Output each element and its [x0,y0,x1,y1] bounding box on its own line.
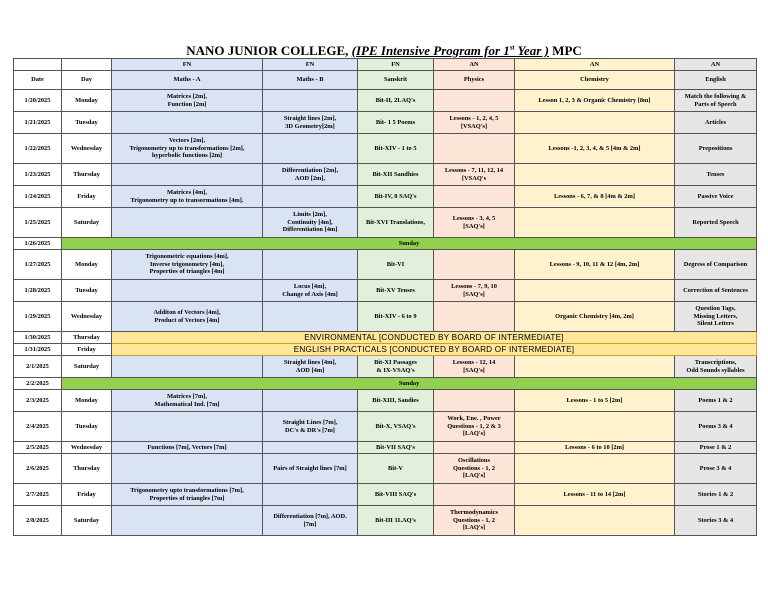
cell-maths-a: Functions [7m], Vectors [7m] [112,442,263,454]
header-row [14,71,757,90]
cell-sanskrit: Bit-VI [358,250,434,280]
cell-physics: Lessons - 7, 11, 12, 14 [VSAQ's [434,164,515,186]
cell-chemistry: Lessons - 6 to 10 [2m] [515,442,675,454]
board-exam-row [14,332,757,344]
cell-english: Degress of Comparison [675,250,757,280]
stream-name: MPC [548,43,582,58]
cell-maths-a: Trigonometric equations [4m], Inverse trigonometry [4m], Properties of triangles [4m] [112,250,263,280]
header-chemistry: Chemistry [515,71,675,90]
cell-chemistry [515,506,675,536]
cell-date: 1/27/2025 [14,250,62,280]
cell-date: 2/5/2025 [14,442,62,454]
cell-sanskrit: Bit-VII SAQ's [358,442,434,454]
cell-date: 1/22/2025 [14,134,62,164]
cell-day: Wednesday [62,134,112,164]
cell-sanskrit: Bit-XII Sandhies [358,164,434,186]
cell-date: 1/23/2025 [14,164,62,186]
cell-maths-a: Matrices [4m], Trigonometry up to transormations [4m]. [112,186,263,208]
cell-maths-a: Vectors [2m], Trigonometry up to transformations [2m], hyperbolic functions [2m] [112,134,263,164]
table-row [14,164,757,186]
cell-english: Tenses [675,164,757,186]
session-english: AN [675,59,757,71]
session-maths-a: FN [112,59,263,71]
cell-maths-b: Pairs of Straight lines [7m] [263,454,358,484]
cell-maths-b: Straight lines [2m], 3D Geometry[2m] [263,112,358,134]
cell-physics [434,484,515,506]
cell-english: Prepositions [675,134,757,164]
cell-sanskrit: Bit-IV, 8 SAQ's [358,186,434,208]
cell-chemistry [515,112,675,134]
cell-physics: Lessons - 12, 14 [SAQ's] [434,356,515,378]
table-row [14,90,757,112]
cell-sanskrit: Bit-XIV - 6 to 9 [358,302,434,332]
cell-maths-b [263,134,358,164]
cell-sanskrit: Bit- 1 5 Poems [358,112,434,134]
cell-maths-a [112,208,263,238]
cell-chemistry: Lessons - 9, 10, 11 & 12 [4m, 2m] [515,250,675,280]
cell-date: 2/7/2025 [14,484,62,506]
page-title [0,44,768,58]
cell-maths-b [263,186,358,208]
cell-maths-b: Limits [2m], Continuity [4m], Differentiation [4m] [263,208,358,238]
session-day [62,59,112,71]
cell-physics: Lessons - 3, 4, 5 [SAQ's] [434,208,515,238]
cell-date: 1/31/2025 [14,344,62,356]
table-row [14,280,757,302]
cell-day: Thursday [62,454,112,484]
cell-date: 2/6/2025 [14,454,62,484]
cell-day: Monday [62,90,112,112]
session-date [14,59,62,71]
cell-sanskrit: Bit-X, VSAQ's [358,412,434,442]
table-row [14,208,757,238]
cell-maths-b [263,442,358,454]
cell-physics: Work, Ene. , Power Questions - 1, 2 & 3 [LAQ's] [434,412,515,442]
header-date: Date [14,71,62,90]
sunday-row [14,378,757,390]
cell-day: Thursday [62,332,112,344]
cell-day: Friday [62,344,112,356]
table-row [14,506,757,536]
cell-day: Tuesday [62,280,112,302]
cell-day: Tuesday [62,412,112,442]
cell-physics [434,90,515,112]
cell-date: 1/30/2025 [14,332,62,344]
cell-chemistry [515,412,675,442]
cell-english: Articles [675,112,757,134]
cell-maths-a: Matrices [7m], Mathematical Ind. [7m] [112,390,263,412]
cell-maths-a: Matrices [2m], Function [2m] [112,90,263,112]
cell-sanskrit: Bit-XIV - 1 to 5 [358,134,434,164]
cell-maths-a [112,280,263,302]
cell-chemistry [515,208,675,238]
cell-maths-b [263,390,358,412]
board-exam-label: ENGLISH PRACTICALS [CONDUCTED BY BOARD OF INTERMEDIATE] [112,344,757,356]
session-chemistry: AN [515,59,675,71]
cell-maths-b: Locus [4m], Change of Axis [4m] [263,280,358,302]
cell-chemistry [515,454,675,484]
holiday-label: Sunday [62,378,757,390]
cell-physics: Lessons - 7, 9, 10 [SAQ's] [434,280,515,302]
table-row [14,134,757,164]
cell-chemistry: Organic Chemistry [4m, 2m] [515,302,675,332]
cell-english: Prose 3 & 4 [675,454,757,484]
cell-english: Poems 1 & 2 [675,390,757,412]
cell-english: Stories 3 & 4 [675,506,757,536]
cell-date: 1/25/2025 [14,208,62,238]
cell-maths-b [263,250,358,280]
header-english: English [675,71,757,90]
cell-sanskrit: Bit-XI Passages & IX-VSAQ's [358,356,434,378]
header-maths-b: Maths - B [263,71,358,90]
program-name: (IPE Intensive Program for 1st Year ) [351,43,549,58]
cell-date: 1/20/2025 [14,90,62,112]
cell-physics [434,134,515,164]
session-sanskrit: FN [358,59,434,71]
cell-physics: Lessons - 1, 2, 4, 5 [VSAQ's] [434,112,515,134]
cell-english: Stories 1 & 2 [675,484,757,506]
cell-maths-a: Additon of Vectors [4m], Product of Vectors [4m] [112,302,263,332]
cell-physics: Oscillations Questions - 1, 2 [LAQ's] [434,454,515,484]
cell-english: Poems 3 & 4 [675,412,757,442]
table-row [14,250,757,280]
cell-maths-b: Differentiation [2m], AOD [2m], [263,164,358,186]
cell-date: 1/26/2025 [14,238,62,250]
cell-maths-a: Trigonometry upto transformations [7m], Properties of triangles [7m] [112,484,263,506]
cell-day: Friday [62,186,112,208]
timetable [13,58,757,536]
cell-day: Saturday [62,506,112,536]
board-exam-label: ENVIRONMENTAL [CONDUCTED BY BOARD OF INTERMEDIATE] [112,332,757,344]
cell-date: 2/3/2025 [14,390,62,412]
cell-chemistry [515,164,675,186]
table-row [14,390,757,412]
table-row [14,412,757,442]
cell-maths-b: Differentiation [7m], AOD. [7m] [263,506,358,536]
cell-sanskrit: Bit-VIII SAQ's [358,484,434,506]
cell-day: Saturday [62,208,112,238]
cell-maths-a [112,412,263,442]
cell-date: 1/29/2025 [14,302,62,332]
cell-sanskrit: Bit-III 1LAQ's [358,506,434,536]
table-row [14,484,757,506]
cell-maths-a [112,454,263,484]
cell-day: Monday [62,250,112,280]
cell-date: 2/4/2025 [14,412,62,442]
cell-date: 2/2/2025 [14,378,62,390]
cell-maths-b [263,484,358,506]
cell-chemistry: Lessons - 6, 7, & 8 [4m & 2m] [515,186,675,208]
cell-maths-a [112,164,263,186]
table-row [14,302,757,332]
table-row [14,442,757,454]
cell-sanskrit: Bit-XVI Translations, [358,208,434,238]
header-maths-a: Maths - A [112,71,263,90]
cell-day: Wednesday [62,302,112,332]
cell-maths-b: Straight lines [4m], AOD [4m] [263,356,358,378]
cell-day: Saturday [62,356,112,378]
cell-physics [434,250,515,280]
cell-maths-a [112,506,263,536]
board-exam-row [14,344,757,356]
cell-english: Prose 1 & 2 [675,442,757,454]
cell-chemistry: Lesson 1, 2, 3 & Organic Chemistry [8m] [515,90,675,112]
cell-english: Correction of Sentences [675,280,757,302]
holiday-label: Sunday [62,238,757,250]
header-day: Day [62,71,112,90]
session-maths-b: FN [263,59,358,71]
cell-maths-a [112,356,263,378]
cell-english: Transcriptions, Odd Sounds syllables [675,356,757,378]
cell-chemistry [515,280,675,302]
cell-chemistry [515,356,675,378]
header-physics: Physics [434,71,515,90]
cell-maths-b [263,90,358,112]
cell-date: 1/28/2025 [14,280,62,302]
session-physics: AN [434,59,515,71]
cell-english: Match the following & Parts of Speech [675,90,757,112]
college-name: NANO JUNIOR COLLEGE, [186,43,352,58]
cell-physics [434,186,515,208]
table-row [14,454,757,484]
cell-physics: Thermodynamics Questions - 1, 2 [LAQ's] [434,506,515,536]
table-row [14,356,757,378]
cell-day: Tuesday [62,112,112,134]
cell-date: 2/8/2025 [14,506,62,536]
cell-chemistry: Lessons - 11 to 14 [2m] [515,484,675,506]
cell-date: 1/24/2025 [14,186,62,208]
cell-maths-b: Straight Lines [7m], DC's & DR's [7m] [263,412,358,442]
cell-english: Reported Speech [675,208,757,238]
cell-english: Question Tags, Missing Letters, Silent Letters [675,302,757,332]
cell-date: 2/1/2025 [14,356,62,378]
cell-maths-a [112,112,263,134]
cell-day: Monday [62,390,112,412]
cell-physics [434,442,515,454]
cell-day: Thursday [62,164,112,186]
sunday-row [14,238,757,250]
cell-maths-b [263,302,358,332]
cell-sanskrit: Bit-XIII, Sandies [358,390,434,412]
session-row [14,59,757,71]
cell-physics [434,390,515,412]
header-sanskrit: Sanskrit [358,71,434,90]
cell-chemistry: Lessons -1, 2, 3, 4, & 5 [4m & 2m] [515,134,675,164]
cell-sanskrit: Bit-II, 2LAQ's [358,90,434,112]
cell-physics [434,302,515,332]
table-row [14,186,757,208]
cell-sanskrit: Bit-V [358,454,434,484]
cell-english: Passive Voice [675,186,757,208]
table-row [14,112,757,134]
cell-day: Friday [62,484,112,506]
cell-date: 1/21/2025 [14,112,62,134]
cell-sanskrit: Bit-XV Tenses [358,280,434,302]
cell-chemistry: Lessons - 1 to 5 [2m] [515,390,675,412]
cell-day: Wednesday [62,442,112,454]
